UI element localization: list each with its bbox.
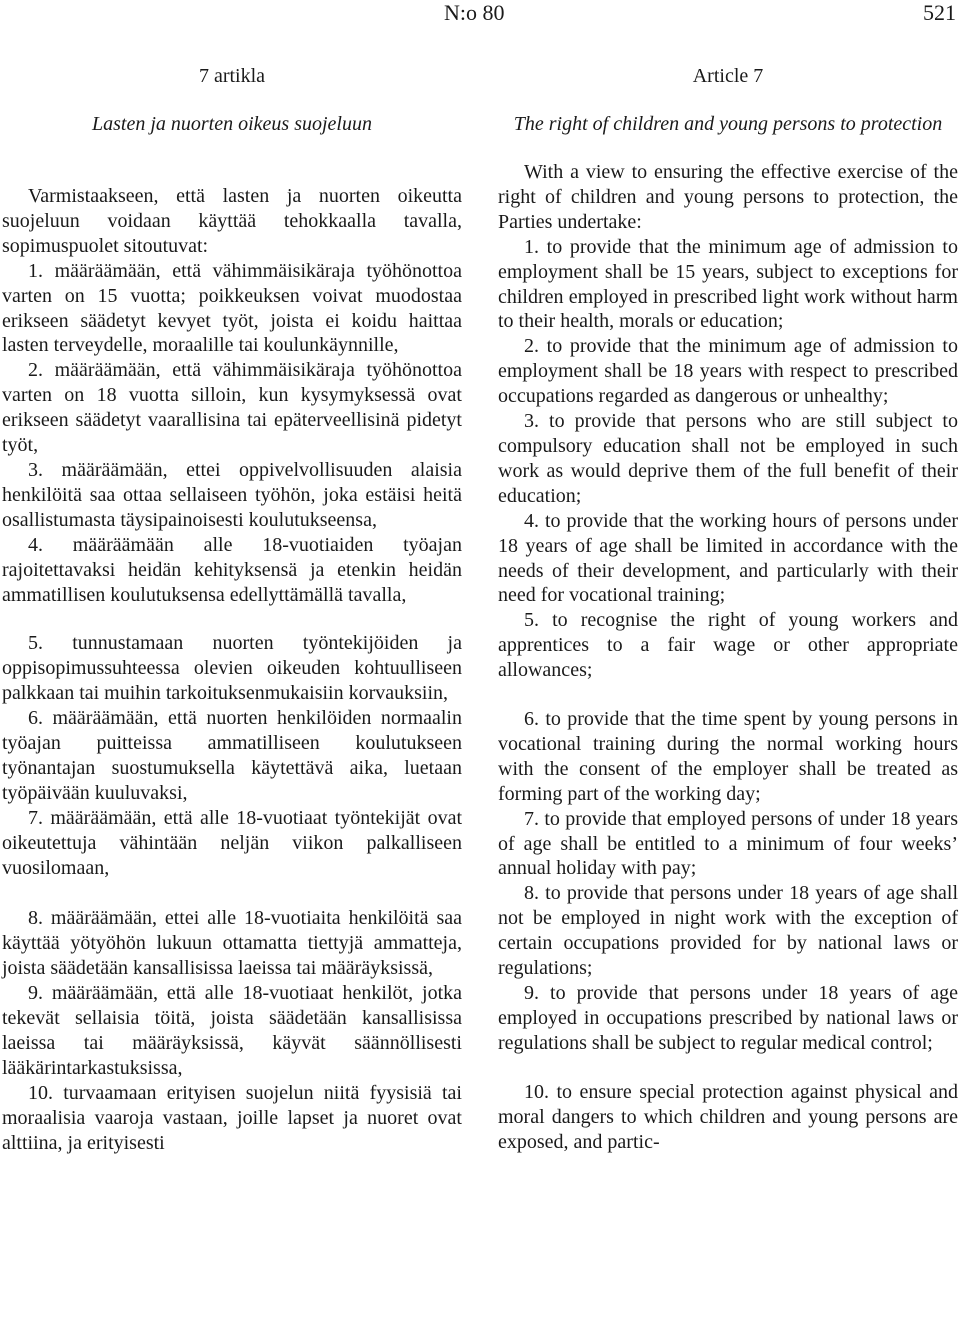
list-item: 3. to provide that persons who are still subject to compulsory education shall not be employed in such work as would deprive them of the full benefit of their education; xyxy=(498,410,958,507)
list-item: 7. to provide that employed persons of under 18 years of age shall be entitled to a minimum of four weeks’ annual holiday with pay; xyxy=(498,807,958,880)
article-title-fi: Lasten ja nuorten oikeus suojeluun xyxy=(92,113,372,135)
article-title-en: The right of children and young persons to protection xyxy=(513,113,943,135)
page-number: 521 xyxy=(923,0,956,25)
list-item: 9. to provide that persons under 18 years of age employed in occupations prescribed by national laws or regulations shall be subject to regular medical control; xyxy=(498,982,958,1054)
list-item: 10. to ensure special protection against physical and moral dangers to which children and young persons are exposed, and partic- xyxy=(498,1080,958,1153)
list-item: 9. määräämään, että alle 18-vuotiaat henkilöt, jotka tekevät sellaisia töitä, joista säädetään kansallisissa laeissa tai määräyksissä, käyvät säännöllisesti lääkärintarkastuksissa, xyxy=(2,982,462,1079)
article-body-en xyxy=(498,160,958,1154)
list-item: 1. määräämään, että vähimmäisikäraja työhönottoa varten on 15 vuotta; poikkeuksen voivat muodostaa erikseen säädetyt kevyet työt, joista ei koidu haittaa lasten terveydelle, moraalille tai koulunkäynnille, xyxy=(2,259,462,357)
intro-paragraph-fi: Varmistaakseen, että lasten ja nuorten oikeutta suojeluun voidaan käyttää tehokkaalla tavalla, sopimuspuolet sitoutuvat: xyxy=(2,185,462,257)
article-body-fi xyxy=(2,184,462,1156)
page-header xyxy=(0,0,960,28)
list-item: 6. to provide that the time spent by young persons in vocational training during the normal working hours with the consent of the employer shall be treated as forming part of the working day; xyxy=(498,708,958,805)
list-item: 10. turvaamaan erityisen suojelun niitä fyysisiä tai moraalisia vaaroja vastaan, joille lapset ja nuoret ovat alttiina, ja erityisesti xyxy=(2,1081,462,1154)
list-item: 7. määräämään, että alle 18-vuotiaat työntekijät ovat oikeutettuja vähintään neljän viikon palkalliseen vuosilomaan, xyxy=(2,806,462,879)
list-item: 3. määräämään, ettei oppivelvollisuuden alaisia henkilöitä saa ottaa sellaiseen työhön, joka estäisi heitä osallistumasta täysipainoisesti koulutukseensa, xyxy=(2,458,462,531)
list-item: 8. määräämään, ettei alle 18-vuotiaita henkilöitä saa käyttää yötyöhön lukuun ottamatta tiettyjä ammatteja, joista säädetään kansallisissa laeissa tai määräyksissä, xyxy=(2,907,462,980)
list-item: 4. määräämään alle 18-vuotiaiden työajan rajoitettavaksi heidän kehityksensä ja etenkin heidän ammatillisen koulutuksensa edellyttämällä tavalla, xyxy=(2,533,462,606)
finnish-column xyxy=(2,64,462,1156)
english-column xyxy=(498,64,958,1154)
list-item: 2. to provide that the minimum age of admission to employment shall be 18 years with respect to prescribed occupations regarded as dangerous or unhealthy; xyxy=(498,335,958,408)
list-item: 1. to provide that the minimum age of admission to employment shall be 15 years, subject to exceptions for children employed in prescribed light work without harm to their health, morals or education; xyxy=(498,235,958,333)
list-item: 4. to provide that the working hours of persons under 18 years of age shall be limited in accordance with the needs of their development, and particularly with their need for vocational training; xyxy=(498,509,958,607)
list-item: 6. määräämään, että nuorten henkilöiden normaalin työajan puitteissa ammatilliseen koulutukseen työnantajan suostumuksella käytettävä aika, luetaan työpäivään kuuluvaksi, xyxy=(2,707,462,804)
list-item: 5. tunnustamaan nuorten työntekijöiden ja oppisopimussuhteessa olevien oikeuden kohtuulliseen palkkaan tai muihin tarkoituksenmukaisiin korvauksiin, xyxy=(2,632,462,705)
list-item: 2. määräämään, että vähimmäisikäraja työhönottoa varten on 18 vuotta silloin, kun kysymyksessä ovat erikseen säädetyt vaarallisina tai epäterveellisinä pidetyt työt, xyxy=(2,359,462,457)
intro-paragraph-en: With a view to ensuring the effective exercise of the right of children and young persons to protection, the Parties undertake: xyxy=(498,161,958,233)
article-heading-fi: 7 artikla xyxy=(198,65,266,87)
list-item: 8. to provide that persons under 18 years of age shall not be employed in night work with the exception of certain occupations provided for by national laws or regulations; xyxy=(498,882,958,980)
issue-number: N:o 80 xyxy=(444,0,505,25)
article-heading-en: Article 7 xyxy=(692,65,764,87)
list-item: 5. to recognise the right of young workers and apprentices to a fair wage or other appropriate allowances; xyxy=(498,609,958,682)
